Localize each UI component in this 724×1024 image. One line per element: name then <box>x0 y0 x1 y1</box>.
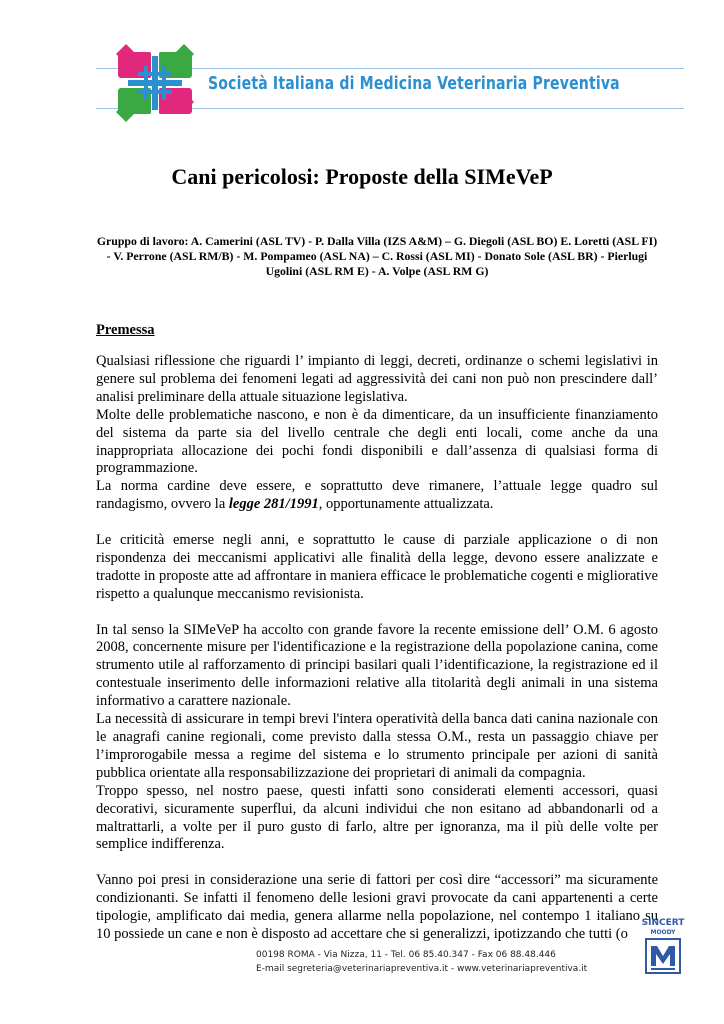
paragraph-text: , opportunamente attualizzata. <box>318 496 494 513</box>
document-body <box>96 353 658 944</box>
certification-badge <box>640 918 686 974</box>
footer-email: E-mail segreteria@veterinariapreventiva.it - www.veterinariapreventiva.it <box>256 964 588 974</box>
paragraph-text: La norma cardine deve essere, e soprattutto deve rimanere, l’attuale legge quadro sul randagismo, ovvero la <box>96 478 658 513</box>
cross-logo-icon <box>112 40 198 126</box>
law-reference: legge 281/1991 <box>228 496 319 513</box>
paragraph: Le criticità emerse negli anni, e soprattutto le cause di parziale applicazione o di non rispondenza dei meccanismi applicativi alle finalità della legge, devono essere analizzate e tradotte in proposte atte ad affrontare in maniera efficace le problematiche cogenti e migliorative rispetto a qualunque meccanismo revisionista. <box>96 532 658 602</box>
paragraph <box>96 478 658 514</box>
paragraph: Molte delle problematiche nascono, e non è da dimenticare, da un insufficiente finanziamento del sistema da parte sia del livello centrale che degli enti locali, come anche da una inappropriata allocazione dei pochi fondi disponibili e dall’assenza di qualsiasi forma di programmazione. <box>96 406 658 477</box>
footer-contact <box>256 948 587 976</box>
footer-address: 00198 ROMA - Via Nizza, 11 - Tel. 06 85.40.347 - Fax 06 88.48.446 <box>256 950 556 960</box>
paragraph: La necessità di assicurare in tempi brevi l'intera operatività della banca dati canina nazionale con le anagrafi canine regionali, come previsto dalla stessa O.M., resta un passaggio chiave per l’improrogabile messa a regime del sistema e lo strumento principale per azioni di sanità pubblica orientate alla responsabilizzazione dei proprietari di animali da compagnia. <box>96 711 658 781</box>
paragraph: Vanno poi presi in considerazione una serie di fattori per così dire “accessori” ma sicuramente condizionanti. Se infatti il fenomeno delle lesioni gravi provocate da cani appartenenti a certe tipologie, amplificato dai media, genera allarme nella popolazione, nel contempo 1 italiano su 10 possiede un cane e non è disposto ad accettare che si generalizzi, ipotizzando che tutti (o <box>96 872 658 942</box>
cert-label: SINCERT <box>641 918 685 928</box>
society-name: Società Italiana di Medicina Veterinaria Preventiva <box>208 74 620 94</box>
working-group: Gruppo di lavoro: A. Camerini (ASL TV) - P. Dalla Villa (IZS A&M) – G. Diegoli (ASL BO) E. Loretti (ASL FI) - V. Perrone (ASL RM/B) - M. Pompameo (ASL NA) – C. Rossi (ASL MI) - Donato Sole (ASL BR) - Pierlugi Ugolini (ASL RM E) - A. Volpe (ASL RM G) <box>96 234 658 278</box>
section-heading: Premessa <box>96 322 155 338</box>
cert-sub-label: MOODY <box>650 929 676 936</box>
paragraph: Qualsiasi riflessione che riguardi l’ impianto di leggi, decreti, ordinanze o schemi legislativi in genere sul problema dei fenomeni legati ad aggressività dei cani non può non prescindere dall’ analisi preliminare della attuale situazione legislativa. <box>96 353 658 405</box>
page-title: Cani pericolosi: Proposte della SIMeVeP <box>171 164 553 189</box>
paragraph: In tal senso la SIMeVeP ha accolto con grande favore la recente emissione dell’ O.M. 6 agosto 2008, concernente misure per l'identificazione e la registrazione della popolazione canina, come strumento utile al rafforzamento di principi basilari quali l’identificazione, la registrazione ed il contestuale inserimento delle informazioni relative alla titolarità degli animali in una sistema informativo a carattere nazionale. <box>96 621 658 710</box>
moody-certification-icon <box>645 938 681 974</box>
paragraph: Troppo spesso, nel nostro paese, questi infatti sono considerati elementi accessori, quasi decorativi, sicuramente superflui, da alcuni individui che non esitano ad abbandonarli od a maltrattarli, a volte per il puro gusto di farlo, altre per ignoranza, ma il più delle volte per semplice indifferenza. <box>96 782 658 853</box>
